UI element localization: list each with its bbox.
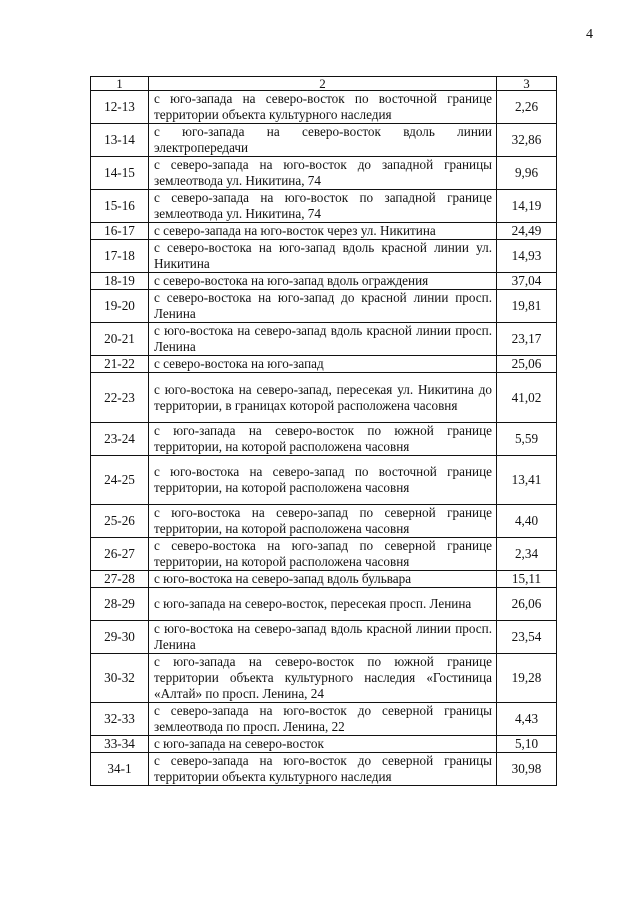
points-cell: 18-19	[91, 273, 149, 290]
points-cell: 21-22	[91, 356, 149, 373]
boundary-table	[90, 76, 557, 786]
points-cell: 16-17	[91, 223, 149, 240]
length-cell: 24,49	[497, 223, 557, 240]
table-row	[91, 240, 557, 273]
length-cell: 37,04	[497, 273, 557, 290]
length-cell: 25,06	[497, 356, 557, 373]
points-cell: 19-20	[91, 290, 149, 323]
description-cell: с юго-востока на северо-запад, пересекая ул. Никитина до территории, в границах которой расположена часовня	[149, 373, 497, 423]
length-cell: 19,81	[497, 290, 557, 323]
points-cell: 26-27	[91, 538, 149, 571]
description-cell: с юго-запада на северо-восток	[149, 736, 497, 753]
points-cell: 28-29	[91, 588, 149, 621]
table-row	[91, 621, 557, 654]
length-cell: 2,26	[497, 91, 557, 124]
points-cell: 29-30	[91, 621, 149, 654]
table-row	[91, 273, 557, 290]
description-cell: с юго-востока на северо-запад вдоль красной линии просп. Ленина	[149, 621, 497, 654]
points-cell: 34-1	[91, 753, 149, 786]
points-cell: 12-13	[91, 91, 149, 124]
points-cell: 13-14	[91, 124, 149, 157]
length-cell: 9,96	[497, 157, 557, 190]
description-cell: с северо-востока на юго-запад	[149, 356, 497, 373]
points-cell: 15-16	[91, 190, 149, 223]
points-cell: 17-18	[91, 240, 149, 273]
length-cell: 23,54	[497, 621, 557, 654]
description-cell: с юго-запада на северо-восток по южной границе территории объекта культурного наследия «Гостиница «Алтай» по просп. Ленина, 24	[149, 654, 497, 703]
length-cell: 41,02	[497, 373, 557, 423]
points-cell: 33-34	[91, 736, 149, 753]
points-cell: 30-32	[91, 654, 149, 703]
page-number: 4	[586, 27, 593, 42]
header-col-2: 2	[149, 77, 497, 91]
description-cell: с юго-востока на северо-запад вдоль бульвара	[149, 571, 497, 588]
table-row	[91, 654, 557, 703]
table-row	[91, 703, 557, 736]
table-row	[91, 157, 557, 190]
table-row	[91, 356, 557, 373]
description-cell: с северо-запада на юго-восток до западной границы землеотвода ул. Никитина, 74	[149, 157, 497, 190]
table-row	[91, 124, 557, 157]
table-row	[91, 323, 557, 356]
header-col-1: 1	[91, 77, 149, 91]
table-row	[91, 571, 557, 588]
length-cell: 14,19	[497, 190, 557, 223]
table-row	[91, 190, 557, 223]
length-cell: 4,43	[497, 703, 557, 736]
length-cell: 30,98	[497, 753, 557, 786]
description-cell: с северо-запада на юго-восток по западной границе землеотвода ул. Никитина, 74	[149, 190, 497, 223]
description-cell: с юго-запада на северо-восток по восточной границе территории объекта культурного наследия	[149, 91, 497, 124]
table-row	[91, 91, 557, 124]
table-row	[91, 736, 557, 753]
length-cell: 32,86	[497, 124, 557, 157]
description-cell: с северо-запада на юго-восток до северной границы территории объекта культурного наследия	[149, 753, 497, 786]
length-cell: 26,06	[497, 588, 557, 621]
length-cell: 19,28	[497, 654, 557, 703]
table-row	[91, 290, 557, 323]
table-row	[91, 456, 557, 505]
length-cell: 5,59	[497, 423, 557, 456]
table-row	[91, 423, 557, 456]
length-cell: 23,17	[497, 323, 557, 356]
table-row	[91, 223, 557, 240]
description-cell: с юго-востока на северо-запад по восточной границе территории, на которой расположена часовня	[149, 456, 497, 505]
description-cell: с северо-востока на юго-запад вдоль красной линии ул. Никитина	[149, 240, 497, 273]
points-cell: 20-21	[91, 323, 149, 356]
length-cell: 13,41	[497, 456, 557, 505]
table-row	[91, 538, 557, 571]
description-cell: с юго-запада на северо-восток, пересекая просп. Ленина	[149, 588, 497, 621]
length-cell: 15,11	[497, 571, 557, 588]
table-row	[91, 505, 557, 538]
description-cell: с юго-востока на северо-запад вдоль красной линии просп. Ленина	[149, 323, 497, 356]
table-row	[91, 753, 557, 786]
description-cell: с юго-запада на северо-восток по южной границе территории, на которой расположена часовня	[149, 423, 497, 456]
header-row	[91, 77, 557, 91]
description-cell: с северо-востока на юго-запад вдоль ограждения	[149, 273, 497, 290]
description-cell: с юго-востока на северо-запад по северной границе территории, на которой расположена часовня	[149, 505, 497, 538]
points-cell: 22-23	[91, 373, 149, 423]
length-cell: 2,34	[497, 538, 557, 571]
length-cell: 4,40	[497, 505, 557, 538]
length-cell: 14,93	[497, 240, 557, 273]
header-col-3: 3	[497, 77, 557, 91]
table-row	[91, 588, 557, 621]
table-body	[91, 91, 557, 786]
description-cell: с северо-запада на юго-восток до северной границы землеотвода по просп. Ленина, 22	[149, 703, 497, 736]
description-cell: с северо-востока на юго-запад до красной линии просп. Ленина	[149, 290, 497, 323]
points-cell: 25-26	[91, 505, 149, 538]
table-row	[91, 373, 557, 423]
description-cell: с юго-запада на северо-восток вдоль линии электропередачи	[149, 124, 497, 157]
points-cell: 27-28	[91, 571, 149, 588]
length-cell: 5,10	[497, 736, 557, 753]
points-cell: 32-33	[91, 703, 149, 736]
points-cell: 24-25	[91, 456, 149, 505]
points-cell: 23-24	[91, 423, 149, 456]
description-cell: с северо-запада на юго-восток через ул. Никитина	[149, 223, 497, 240]
description-cell: с северо-востока на юго-запад по северной границе территории, на которой расположена часовня	[149, 538, 497, 571]
points-cell: 14-15	[91, 157, 149, 190]
